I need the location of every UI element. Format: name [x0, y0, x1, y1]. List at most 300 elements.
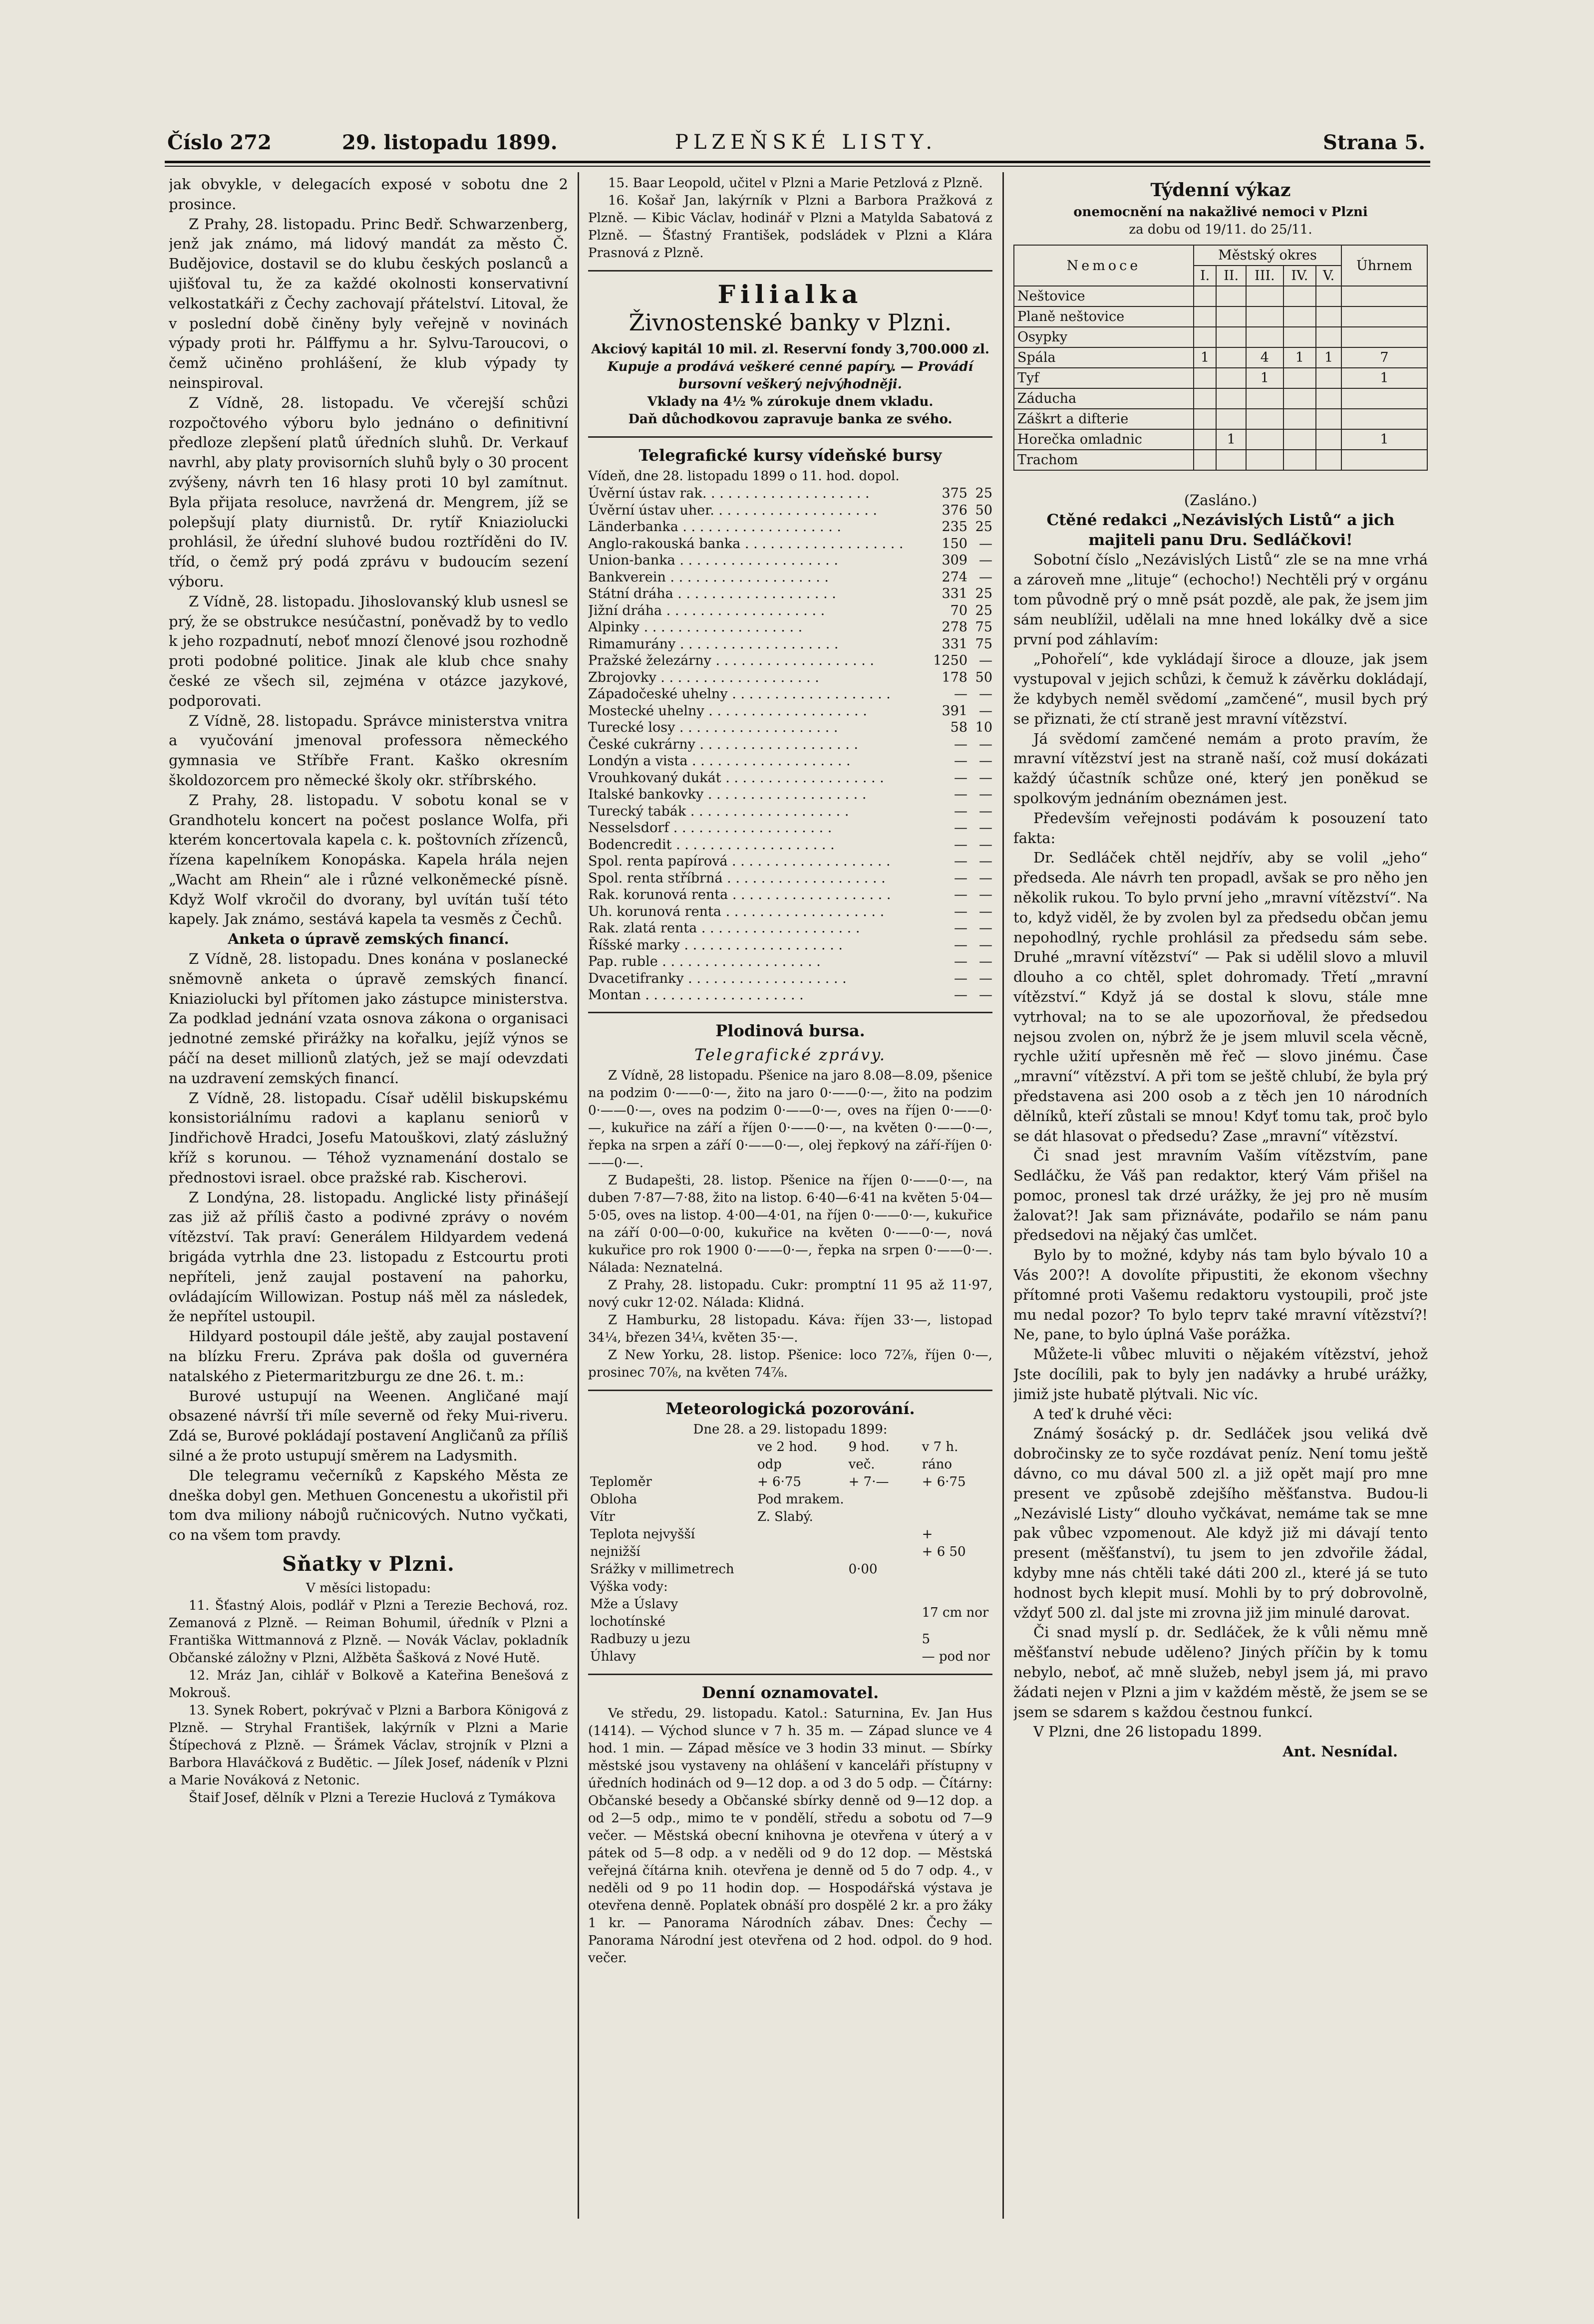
letter-paragraph: Já svědomí zamčené nemám a proto pravím, že mravní vítězství jest na straně naší, což musí dokázati každý účastník schůze oné, který jen poněkud se spolkovým jednáním obeznámen jest.: [1013, 730, 1428, 807]
section-subheading: Telegrafické zprávy.: [694, 1045, 887, 1064]
price-value: 391: [942, 703, 967, 719]
article-paragraph: Z Vídně, 28. listopadu. Správce ministerstva vnitra a vyučování jmenoval professora německého gymnasia ve Stříbře Frant. Kaško okresním školdozorcem pro německé školy okr. stříbrského.: [169, 712, 568, 789]
section-subheading: V měsíci listopadu:: [306, 1580, 431, 1596]
bank-capital: Akciový kapitál 10 mil. zl. Reservní fondy 3,700.000 zl.: [591, 342, 989, 357]
price-value: —: [954, 854, 967, 869]
bank-title: Filialka: [717, 280, 863, 309]
commodity-report: Z Vídně, 28 listopadu. Pšenice na jaro 8.08—8.09, pšenice na podzim 0·——0·—, žito na jaro 0·——0·—, žito na podzim 0·——0·—, oves na podzim 0·——0·—, oves na říjen 0·——0·—, kukuřice na září a říjen 0·——0·—, na květen 0·——0·—, řepka na srpen a září 0·——0·—, olej řepkový na září-říjen 0·——0·—.: [588, 1068, 992, 1170]
security-name: Říšské marky . . . . . . . . . . . . . . . . . . .: [588, 937, 843, 953]
district-count: [1283, 306, 1316, 327]
letter-paragraph: Či snad myslí p. dr. Sedláček, že k vůli němu mně měšťanství nebude uděleno? Jiných příčin by k tomu nebylo, neboť, ač mně služeb, nebyl jsem já, mi pravo žádati nejen v Plzni a jim v každém městě, že jsem se se jsem se sdarem s každou čestnou funkcí.: [1013, 1624, 1428, 1721]
price-value: —: [954, 887, 967, 902]
table-row: [588, 703, 992, 720]
meteo-value: [920, 1508, 992, 1526]
table-row: [1014, 450, 1427, 470]
price-cents: —: [979, 837, 992, 853]
meteo-value: 17 cm nor: [922, 1605, 989, 1620]
meteo-value: [755, 1561, 847, 1578]
table-row: [588, 770, 992, 787]
table-row: [588, 536, 992, 553]
article-paragraph: Z Prahy, 28. listopadu. Princ Bedř. Schwarzenberg, jenž jak známo, má lidový mandát za město Č. Budějovice, dostavil se do klubu českých poslanců a ujišťoval tu, že za každé okolnosti konservativní velkostatkáři z Čechy zachovají přátelství. Litoval, že v poslední době činěny byly veřejně v novinách výpady proti hr. Pálffymu a hr. Sylvu-Taroucovi, o čemž učiněno prohlášení, že klub výpady ty neinspiroval.: [169, 215, 568, 391]
total-col-header: Úhrnem: [1341, 245, 1427, 286]
total-count: [1341, 286, 1427, 306]
meteo-date: Dne 28. a 29. listopadu 1899:: [693, 1422, 888, 1437]
district-count: [1194, 306, 1216, 327]
marriage-entry: 13. Synek Robert, pokrývač v Plzni a Barbora Königová z Plzně. — Stryhal František, lakýrník v Plzni a Marie Štípechová z Plzně. — Šrámek Václav, strojník v Plzni a Barbora Hlaváčková z Budětic. — Jílek Josef, nádeník v Plzni a Marie Nováková z Netonic.: [169, 1703, 568, 1788]
table-row: [588, 1648, 992, 1666]
table-row: [588, 636, 992, 653]
disease-name: Trachom: [1014, 450, 1194, 470]
meteo-value: 5: [922, 1631, 931, 1647]
table-row: [1014, 347, 1427, 368]
meteo-label: nejnižší: [590, 1544, 640, 1559]
meteo-value: + 6·75: [757, 1474, 801, 1489]
security-name: Uh. korunová renta . . . . . . . . . . . . . . . . . . .: [588, 903, 885, 919]
district-count: [1216, 306, 1246, 327]
district-count: [1194, 327, 1216, 347]
table-row: [1014, 286, 1427, 306]
price-cents: 25: [975, 519, 992, 535]
security-name: Länderbanka . . . . . . . . . . . . . . . . . . .: [588, 519, 841, 535]
price-cents: —: [979, 703, 992, 719]
district-header: II.: [1216, 266, 1246, 286]
separator: [588, 1674, 992, 1675]
price-value: 376: [942, 502, 967, 518]
district-count: [1216, 347, 1246, 368]
district-count: 4: [1246, 347, 1283, 368]
price-cents: 10: [975, 720, 992, 735]
district-count: [1246, 388, 1283, 409]
article-paragraph: Z Vídně, 28. listopadu. Jihoslovanský klub usnesl se prý, že se obstrukce nesúčastní, poněvadž by to vedlo k jeho rozpadnutí, neboť mnozí členové jsou rozhodně proti podobné politice. Jinak ale klub chce snahy české ze všech sil, zejména v otázce jazykové, podporovati.: [169, 592, 568, 709]
letter-paragraph: Především veřejnosti podávám k posouzení tato fakta:: [1013, 809, 1428, 847]
bank-line: Vklady na 4½ % zúrokuje dnem vkladu.: [647, 394, 934, 409]
price-value: 150: [942, 536, 967, 552]
security-name: Pražské železárny . . . . . . . . . . . . . . . . . . .: [588, 653, 874, 668]
header-cell: ve 2 hod. odp: [757, 1439, 818, 1472]
price-cents: —: [979, 536, 992, 552]
marriage-entry: 11. Šťastný Alois, podlář v Plzni a Terezie Bechová, roz. Zemanová z Plzně. — Reiman Bohumil, úředník v Plzni a Františka Wittmannová z Plzně. — Novák Václav, pokladník Občanské záložny v Plzni, Alžběta Šašková z Nové Hutě.: [169, 1598, 568, 1666]
district-count: [1283, 388, 1316, 409]
security-name: Montan . . . . . . . . . . . . . . . . . . .: [588, 987, 804, 1003]
price-value: —: [954, 987, 967, 1003]
district-col-header: Městský okres: [1194, 245, 1341, 266]
price-value: 375: [942, 486, 967, 501]
meteo-value: Z. Slabý.: [757, 1509, 813, 1524]
exchange-date: Vídeň, dne 28. listopadu 1899 o 11. hod. dopol.: [588, 469, 900, 484]
district-count: [1246, 429, 1283, 450]
security-name: Rak. korunová renta . . . . . . . . . . . . . . . . . . .: [588, 887, 891, 902]
district-count: [1216, 286, 1246, 306]
district-count: [1246, 409, 1283, 429]
price-value: —: [954, 937, 967, 953]
separator: [588, 1390, 992, 1391]
disease-name: Záškrt a difterie: [1014, 409, 1194, 429]
price-cents: —: [979, 987, 992, 1003]
letter-date: V Plzni, dne 26 listopadu 1899.: [1033, 1723, 1263, 1741]
table-row: [588, 1596, 992, 1631]
article-paragraph: Z Vídně, 28. listopadu. Císař udělil biskupskému konsistoriálnímu radovi a kaplanu seniorů v Jindřichově Hradci, Josefu Matouškovi, zlatý záslužný kříž s korunou. — Téhož vyznamenání dostalo se přednostovi israel. obce pražské rab. Kischerovi.: [169, 1089, 568, 1186]
security-name: Pap. ruble . . . . . . . . . . . . . . . . . . .: [588, 954, 821, 969]
security-name: Dvacetifranky . . . . . . . . . . . . . . . . . . .: [588, 970, 847, 986]
table-row: [588, 953, 992, 970]
meteo-value: [847, 1631, 920, 1648]
price-cents: 75: [975, 619, 992, 635]
total-count: [1341, 450, 1427, 470]
security-name: Jižní dráha . . . . . . . . . . . . . . . . . . .: [588, 602, 825, 618]
header-cell: 9 hod. več.: [848, 1439, 890, 1472]
meteo-value: [847, 1543, 920, 1561]
district-count: [1246, 327, 1283, 347]
price-value: 178: [942, 669, 967, 685]
meteo-value: 0·00: [848, 1561, 878, 1577]
security-name: Anglo-rakouská banka . . . . . . . . . . . . . . . . . . .: [588, 536, 904, 552]
security-name: Západočeské uhelny . . . . . . . . . . . . . . . . . . .: [588, 686, 891, 702]
price-cents: 50: [975, 502, 992, 518]
price-cents: —: [979, 569, 992, 585]
article-paragraph: Z Vídně, 28. listopadu. Dnes konána v poslanecké sněmovně anketa o úpravě zemských financí. Kniaziolucki byl přítomen jako zástupce ministerstva. Za podklad jednání vzata osnova zákona o organisaci jednotné zemské přirážky na kořalku, jejíž výnos se páčí na deset millionů zlatých, jež se mají odevzdati na uzdravení zemských financí.: [169, 950, 568, 1087]
table-row: [588, 585, 992, 602]
price-cents: 25: [975, 602, 992, 618]
commodity-report: Z New Yorku, 28. listop. Pšenice: loco 72⅞, říjen 0·—, prosinec 70⅞, na květen 74⅞.: [588, 1347, 992, 1380]
district-count: [1246, 306, 1283, 327]
security-name: Turecký tabák . . . . . . . . . . . . . . . . . . .: [588, 803, 849, 819]
meteo-value: [847, 1596, 920, 1631]
total-count: 1: [1341, 368, 1427, 388]
district-count: 1: [1316, 347, 1341, 368]
price-cents: 25: [975, 486, 992, 501]
table-row: [588, 886, 992, 903]
letter-title: majiteli panu Dru. Sedláčkovi!: [1088, 531, 1353, 549]
security-name: Bankverein . . . . . . . . . . . . . . . . . . .: [588, 569, 829, 585]
security-name: Úvěrní ústav uher. . . . . . . . . . . . . . . . . . . .: [588, 502, 877, 518]
security-name: Mostecké uhelny . . . . . . . . . . . . . . . . . . .: [588, 703, 867, 719]
page-number: Strana 5.: [1323, 131, 1426, 154]
letter-paragraph: Známý šosácký p. dr. Sedláček jsou veliká dvě dobročinsky ze to syče rozdávat peníz. Není tomu ještě dávno, co mu dával 500 zl. a již opět mají pro mne present ve způsobě zdejšího měšťanstva. Budou-li „Nezávislé Listy“ dlouho vyčkávat, nemáme tak se mne pak vůbec vzpomenout. Ale když již mi dávají tento present (měšťanství), tu jsem to jen zdvořile žádal, kdyby mne nás chtěli také dáti 200 zl., které já se tuto hodnost bych klepit musí. Mohli by to prý dobrovolně, vždyť 500 zl. dal jste mi zrovna již jim minulé darovat.: [1013, 1425, 1428, 1621]
price-cents: —: [979, 653, 992, 668]
district-count: [1246, 286, 1283, 306]
security-name: Zbrojovky . . . . . . . . . . . . . . . . . . .: [588, 669, 819, 685]
table-row: [588, 569, 992, 586]
price-cents: —: [979, 553, 992, 568]
bank-line: Daň důchodkovou zapravuje banka ze svého.: [628, 412, 953, 427]
price-value: —: [954, 954, 967, 969]
meteo-value: + 7·—: [848, 1474, 889, 1489]
price-cents: —: [979, 803, 992, 819]
district-count: 1: [1283, 347, 1316, 368]
table-row: [588, 1543, 992, 1561]
table-row: [588, 502, 992, 519]
marriage-entry: 15. Baar Leopold, učitel v Plzni a Marie Petzlová z Plzně.: [608, 176, 983, 191]
commodity-report: Z Prahy, 28. listopadu. Cukr: promptní 11 95 až 11·97, nový cukr 12·02. Nálada: Klidná.: [588, 1277, 992, 1310]
district-count: [1194, 286, 1216, 306]
meteo-value: [755, 1596, 847, 1631]
district-count: [1283, 409, 1316, 429]
price-value: —: [954, 803, 967, 819]
disease-name: Osypky: [1014, 327, 1194, 347]
security-name: Italské bankovky . . . . . . . . . . . . . . . . . . .: [588, 787, 867, 802]
meteo-label: Vítr: [590, 1509, 615, 1524]
price-cents: —: [979, 854, 992, 869]
marriage-entry: 16. Košař Jan, lakýrník v Plzni a Barbora Pražková z Plzně. — Kibic Václav, hodinář v Plzni a Matylda Sabatová z Plzně. — Šťastný František, podsládek v Plzni a Klára Prasnová z Plzně.: [588, 193, 992, 261]
letter-paragraph: Sobotní číslo „Nezávislých Listů“ zle se na mne vrhá a zároveň mne „lituje“ (echocho!) Nechtěli prý v orgánu tom původně prý o mně psát pozdě, ale pak, že jsem jim sám neublížil, udělali na mne hned lokálky dvě a sice první pod záhlavím:: [1013, 551, 1428, 648]
column-divider: [1002, 172, 1004, 2219]
meteo-label: Obloha: [590, 1491, 638, 1507]
issue-number: Číslo 272: [167, 131, 272, 154]
total-count: 1: [1341, 429, 1427, 450]
meteo-value: + 6·75: [922, 1474, 966, 1489]
meteo-label: Srážky v millimetrech: [590, 1561, 734, 1577]
table-row: [1014, 388, 1427, 409]
district-count: [1194, 388, 1216, 409]
price-cents: —: [979, 937, 992, 953]
total-count: [1341, 306, 1427, 327]
article-paragraph: Z Vídně, 28. listopadu. Ve včerejší schůzi rozpočtového výboru bylo jednáno o definitivní předloze zlepšení platů úředních sluhů. Dr. Verkauf navrhl, aby platy provisorních sluhů byly o 30 procent zvýšeny, návrh ten 16 hlasy proti 10 byl zamítnut. Byla přijata resoluce, navržená dr. Mengrem, jíž se polepšují platy diurnistů. Dr. rytíř Kniaziolucki prohlásil, že úřední sluhové budou roztříděni do IV. tříd, o čemž prý podá zprávu v budoucím sezení výboru.: [169, 394, 568, 590]
weather-table: [588, 1439, 992, 1666]
price-value: —: [954, 770, 967, 786]
table-row: [588, 1578, 992, 1596]
table-row: [588, 1631, 992, 1648]
table-row: [588, 485, 992, 502]
meteo-value: [847, 1578, 920, 1596]
disease-name: Planě neštovice: [1014, 306, 1194, 327]
meteo-value: +: [922, 1526, 933, 1542]
table-row: [588, 903, 992, 920]
masthead: PLZEŇSKÉ LISTY.: [675, 131, 938, 154]
meteo-value: [920, 1491, 992, 1508]
price-value: 309: [942, 553, 967, 568]
daily-notice: Ve středu, 29. listopadu. Katol.: Saturnina, Ev. Jan Hus (1414). — Východ slunce v 7 h. 35 m. — Západ slunce ve 4 hod. 1 min. — Západ měsíce ve 3 hodin 33 minut. — Sbírky městské jsou vystaveny na ohlášení v kanceláři přístupny v úředních hodinách od 9—12 dop. a od 3 do 5 odp. — Čítárny: Občanské besedy a Občanské sbírky denně od 9—12 dop. a od 2—5 odp., mimo te v pondělí, středu a sobotu od 7—9 večer. — Městská obecní knihovna je otevřena v úterý a v pátek od 5—8 odp. a v neděli od 9 do 12 dop. — Městská veřejná čítárna knih. otevřena je denně od 5 do 7 odp. 4., v neděli od 9 po 11 hodin dop. — Hospodářská výstava je otevřena denně. Poplatek obnáší pro dospělé 2 kr. a pro žáky 1 kr. — Panorama Národních zábav. Dnes: Čechy — Panorama Národní jest otevřena od 2 hod. odpol. do 9 hod. večer.: [588, 1706, 992, 1966]
district-count: [1316, 429, 1341, 450]
total-count: 7: [1341, 347, 1427, 368]
meteo-value: — pod nor: [922, 1649, 990, 1664]
column-divider: [578, 172, 579, 2219]
letter-paragraph: Můžete-li vůbec mluviti o nějakém vítězství, jehož Jste docílili, pak to byly jen nadávky a hrubé urážky, jimiž jste hubatě plýtvali. Nic víc.: [1013, 1346, 1428, 1403]
price-cents: —: [979, 753, 992, 769]
table-row: [1014, 306, 1427, 327]
meteo-label: Teplota nejvyšší: [590, 1526, 695, 1542]
price-cents: 75: [975, 636, 992, 652]
meteo-label: Výška vody:: [590, 1579, 668, 1594]
price-value: 235: [942, 519, 967, 535]
price-value: 274: [942, 569, 967, 585]
table-row: [588, 719, 992, 736]
price-cents: —: [979, 970, 992, 986]
article-paragraph: jak obvykle, v delegacích exposé v sobotu dne 2 prosince.: [169, 176, 568, 213]
total-count: [1341, 409, 1427, 429]
district-count: [1216, 450, 1246, 470]
meteo-value: [847, 1648, 920, 1666]
district-count: [1316, 306, 1341, 327]
meteo-value: [920, 1578, 992, 1596]
security-name: Alpinky . . . . . . . . . . . . . . . . . . .: [588, 619, 803, 635]
table-row: [588, 519, 992, 536]
district-count: 1: [1216, 429, 1246, 450]
table-row: [588, 786, 992, 803]
price-cents: —: [979, 903, 992, 919]
letter-paragraph: Či snad jest mravním Vaším vítězstvím, pane Sedláčku, že Váš pan redaktor, který Vám přišel na pomoc, pronesl tak drzé urážky, že jej pro ně musím žalovat?! Jak sam přiznáváte, podařilo se nám panu předsedovi na nějaký čas umlčet.: [1013, 1147, 1428, 1244]
district-count: [1316, 286, 1341, 306]
letter-paragraph: Bylo by to možné, kdyby nás tam bylo bývalo 10 a Vás 200?! A dovolíte připustiti, že ekonom všechny přítomné proti Vašemu redaktoru vystoupili, proč jste mu nedal pozor? To bylo teprv také mravní vítězství?! Ne, pane, to bylo úplná Vaše porážka.: [1013, 1246, 1428, 1343]
table-row: [588, 937, 992, 954]
district-count: [1216, 327, 1246, 347]
district-count: 1: [1194, 347, 1216, 368]
article-paragraph: Burové ustupují na Weenen. Angličané mají obsazené návrší tři míle severně od řeky Mui-riveru. Zdá se, Burové pokládají postavení Angličanů za příliš silné a že proto ustupují směrem na Ladysmith.: [169, 1387, 568, 1464]
price-cents: —: [979, 887, 992, 902]
district-header: IV.: [1283, 266, 1316, 286]
district-count: [1216, 409, 1246, 429]
commodity-report: Z Hamburku, 28 listopadu. Káva: říjen 33·—, listopad 34¼, březen 34¼, květen 35·—.: [588, 1312, 992, 1345]
price-value: —: [954, 820, 967, 836]
security-name: Nesselsdorf . . . . . . . . . . . . . . . . . . .: [588, 820, 832, 836]
table-row: [588, 987, 992, 1004]
security-name: Státní dráha . . . . . . . . . . . . . . . . . . .: [588, 586, 836, 601]
table-row: [588, 552, 992, 569]
article-paragraph: Hildyard postoupil dále ještě, aby zaujal postavení na blízku Freru. Zpráva pak došla od guvernéra natalského z Pietermaritzburgu ze dne 26. t. m.:: [169, 1328, 568, 1385]
table-header-row: [588, 1439, 992, 1473]
meteo-value: [755, 1526, 847, 1543]
security-name: Rak. zlatá renta . . . . . . . . . . . . . . . . . . .: [588, 920, 860, 936]
meteo-value: [755, 1578, 847, 1596]
security-name: Spol. renta papírová . . . . . . . . . . . . . . . . . . .: [588, 854, 891, 869]
bank-line: bursovní veškerý nejvýhodněji.: [678, 377, 902, 392]
price-cents: 25: [975, 586, 992, 601]
price-value: —: [954, 970, 967, 986]
separator: [588, 270, 992, 272]
price-value: 58: [950, 720, 967, 735]
price-value: —: [954, 787, 967, 802]
section-heading: Týdenní výkaz: [1150, 180, 1291, 201]
district-count: [1283, 429, 1316, 450]
table-row: [588, 619, 992, 636]
disease-table: [1013, 245, 1428, 471]
price-value: —: [954, 920, 967, 936]
district-count: [1216, 388, 1246, 409]
section-heading: Sňatky v Plzni.: [282, 1552, 455, 1576]
meteo-label: Radbuzy u jezu: [590, 1631, 691, 1647]
meteo-value: + 6 50: [922, 1544, 966, 1559]
security-name: Spol. renta stříbrná . . . . . . . . . . . . . . . . . . .: [588, 870, 886, 886]
table-row: [588, 1473, 992, 1491]
district-count: [1194, 429, 1216, 450]
table-row: [588, 853, 992, 870]
security-name: Turecké losy . . . . . . . . . . . . . . . . . . .: [588, 720, 838, 735]
price-cents: 50: [975, 669, 992, 685]
district-count: [1316, 368, 1341, 388]
meteo-value: [847, 1491, 920, 1508]
issue-date: 29. listopadu 1899.: [342, 131, 558, 154]
column-1: [169, 175, 568, 2216]
price-cents: —: [979, 920, 992, 936]
price-value: 278: [942, 619, 967, 635]
disease-col-header: Nemoce: [1014, 245, 1194, 286]
table-row: [588, 870, 992, 887]
price-value: —: [954, 736, 967, 752]
price-cents: —: [979, 736, 992, 752]
section-heading: Meteorologická pozorování.: [665, 1399, 915, 1418]
article-paragraph: Z Prahy, 28. listopadu. V sobotu konal se v Grandhotelu koncert na počest poslance Wolfa, při kterém koncertovala kapela c. k. poštovních zřízenců, řízena kapelníkem Konopáska. Kapela hrála nejen „Wacht am Rhein“ ale i různé velkoněmecké písně. Když Wolf vkročil do dvorany, byl uvítán tuší této kapely. Jak známo, sestává kapela ta vesměs z Čechů.: [169, 791, 568, 928]
price-value: —: [954, 753, 967, 769]
bank-line: Kupuje a prodává veškeré cenné papíry. — Provádí: [607, 359, 973, 374]
disease-name: Záducha: [1014, 388, 1194, 409]
meteo-value: [755, 1631, 847, 1648]
table-row: [588, 920, 992, 937]
table-row: [588, 1508, 992, 1526]
district-count: [1316, 409, 1341, 429]
security-name: České cukrárny . . . . . . . . . . . . . . . . . . .: [588, 736, 858, 752]
column-3: [1013, 175, 1428, 2216]
marriage-entry: 12. Mráz Jan, cihlář v Bolkově a Kateřina Benešová z Mokrouš.: [169, 1668, 568, 1701]
article-paragraph: Z Londýna, 28. listopadu. Anglické listy přinášejí zas již až příliš často a podivné zprávy o novém vítězství. Tak praví: Generálem Hildyardem vedená brigáda vytrhla dne 23. listopadu z Estcourtu proti nepříteli, jenž zaujal postavení na pahorku, ovládajícím Willowizan. Postup náš měl za následek, že nepřítel ustoupil.: [169, 1188, 568, 1325]
meteo-value: [755, 1648, 847, 1666]
table-row: [588, 1491, 992, 1508]
table-row: [1014, 429, 1427, 450]
district-header: III.: [1246, 266, 1283, 286]
table-row: [588, 652, 992, 669]
table-row: [588, 803, 992, 820]
price-value: —: [954, 686, 967, 702]
price-value: —: [954, 903, 967, 919]
exchange-rates-table: [588, 485, 992, 1004]
district-count: [1283, 286, 1316, 306]
separator: [588, 1012, 992, 1013]
price-cents: —: [979, 686, 992, 702]
header-rule: [165, 161, 1430, 163]
table-row: [588, 686, 992, 703]
header-cell: v 7 h. ráno: [922, 1439, 958, 1472]
table-row: [588, 837, 992, 854]
table-row: [1014, 409, 1427, 429]
letter-paragraph: A teď k druhé věci:: [1033, 1405, 1173, 1423]
security-name: Rimamurány . . . . . . . . . . . . . . . . . . .: [588, 636, 839, 652]
table-row: [588, 736, 992, 753]
commodity-report: Z Budapešti, 28. listop. Pšenice na říjen 0·——0·—, na duben 7·87—7·88, žito na listop. 6·40—6·41 na květen 5·04—5·05, oves na listop. 4·00—4·01, na říjen 0·——0·—, kukuřice na září 0·00—0·00, kukuřice na květen 0·——0·—, nová kukuřice pro rok 1900 0·——0·—, řepka na srpen 0·——0·—. Nálada: Neznatelná.: [588, 1172, 992, 1275]
district-count: [1316, 450, 1341, 470]
meteo-label: Úhlavy: [590, 1649, 636, 1664]
district-count: 1: [1246, 368, 1283, 388]
table-row: [1014, 368, 1427, 388]
district-count: [1283, 450, 1316, 470]
section-heading: Denní oznamovatel.: [701, 1683, 879, 1702]
district-count: [1316, 327, 1341, 347]
price-cents: —: [979, 770, 992, 786]
meteo-value: Pod mrakem.: [757, 1491, 844, 1507]
separator: [588, 436, 992, 438]
disease-name: Tyf: [1014, 368, 1194, 388]
security-name: Londýn a vista . . . . . . . . . . . . . . . . . . .: [588, 753, 851, 769]
table-row: [588, 602, 992, 619]
table-row: [588, 820, 992, 837]
price-value: —: [954, 837, 967, 853]
letter-paragraph: Dr. Sedláček chtěl nejdřív, aby se volil „jeho“ předseda. Ale návrh ten propadl, avšak se pro něho jen několik rukou. To bylo první jeho „mravní vítězství“. Na to, když viděl, že by zvolen byl za předsedu občan jemu nepohodlný, rychle prohlásil za předsedu sám sebe. Druhé „mravní vítězství“ — Pak si udělil slovo a mluvil dlouho a co chtěl, splet dohromady. Třetí „mravní vítězství.“ Když já se dostal k slovu, stále mne vytrhoval; na to se ale upozorňoval, že předsedou nejsou zvolen on, nýbrž že je jsem mluvil scela věcně, rychle užití upřesněn mě řeč — slovo jinému. Čase „mravní“ vítězství. A při tom se ještě chlubí, že byla prý představena asi 200 osob a z těch jen 10 národních dělníků, kteří zůstali se mnou! Kdyť tomu tak, proč bylo se dát hlasovat o předsedu? Zase „mravní“ vítězství.: [1013, 849, 1428, 1145]
marriage-entry: Štaif Josef, dělník v Plzni a Terezie Huclová z Tymákova: [189, 1790, 556, 1805]
meteo-value: [847, 1508, 920, 1526]
disease-name: Neštovice: [1014, 286, 1194, 306]
district-count: [1316, 388, 1341, 409]
table-row: [588, 1526, 992, 1543]
meteo-value: [920, 1561, 992, 1578]
price-cents: —: [979, 787, 992, 802]
section-heading: Anketa o úpravě zemských financí.: [228, 930, 509, 948]
district-count: [1194, 450, 1216, 470]
letter-signature: Ant. Nesnídal.: [1282, 1743, 1398, 1760]
disease-name: Horečka omladnic: [1014, 429, 1194, 450]
meteo-label: Teploměr: [590, 1474, 652, 1489]
district-count: [1246, 450, 1283, 470]
header-cell: [588, 1439, 755, 1473]
letter-title: Ctěné redakci „Nezávislých Listů“ a jich: [1046, 511, 1395, 529]
price-value: 70: [950, 602, 967, 618]
total-count: [1341, 327, 1427, 347]
